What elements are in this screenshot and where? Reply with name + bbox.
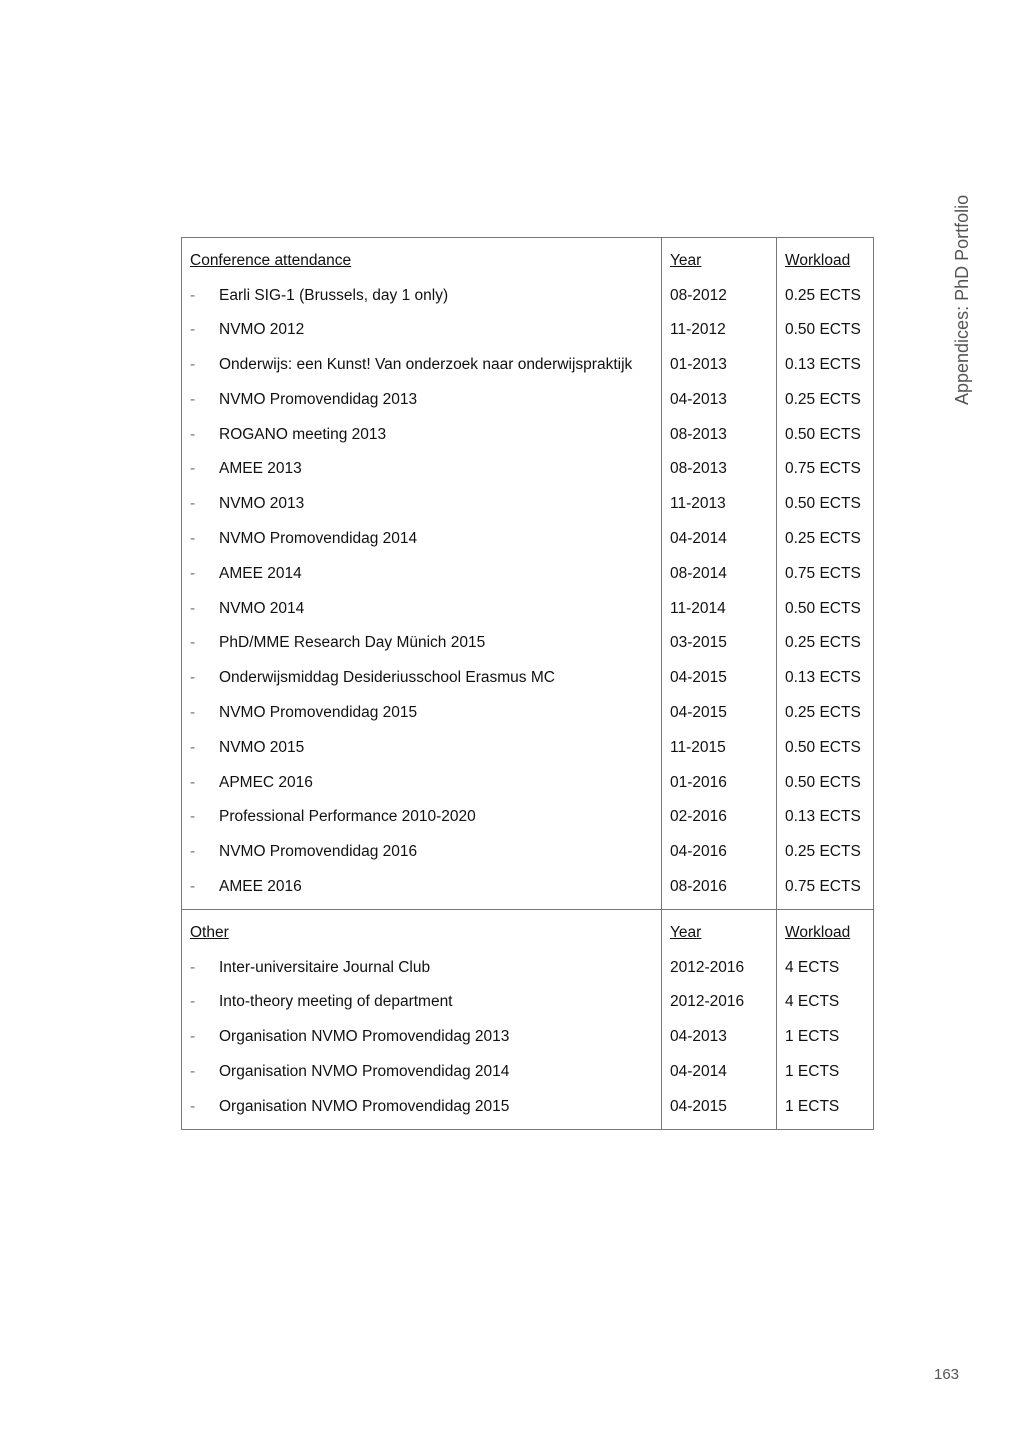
workload-cell: 4 ECTS [777,950,874,985]
activity-cell [182,1089,662,1130]
bullet-dash: - [190,878,196,896]
year-header-text: Year [670,251,702,269]
activity-name: Onderwijsmiddag Desideriusschool Erasmus MC [219,669,555,687]
year-cell: 11-2014 [662,591,777,626]
year-cell: 04-2014 [662,521,777,556]
table-row [182,417,874,452]
bullet-dash: - [190,773,196,791]
section-title-text: Conference attendance [190,251,352,269]
workload-cell: 0.13 ECTS [777,347,874,382]
activity-cell [182,625,662,660]
workload-cell: 0.50 ECTS [777,765,874,800]
table-row [182,695,874,730]
table-row [182,1089,874,1130]
activity-name: NVMO 2015 [219,738,305,756]
activity-cell [182,278,662,313]
activity-cell [182,556,662,591]
bullet-dash: - [190,704,196,722]
workload-cell: 0.25 ECTS [777,278,874,313]
workload-cell: 0.25 ECTS [777,382,874,417]
workload-cell: 0.25 ECTS [777,695,874,730]
running-header: Appendices: PhD Portfolio [952,194,972,405]
year-cell: 01-2013 [662,347,777,382]
bullet-dash: - [190,1097,196,1115]
activity-name: NVMO Promovendidag 2015 [219,704,418,722]
workload-cell: 4 ECTS [777,984,874,1019]
activity-name: Earli SIG-1 (Brussels, day 1 only) [219,286,449,304]
activity-name: Into-theory meeting of department [219,993,453,1011]
workload-cell: 0.25 ECTS [777,625,874,660]
activity-cell [182,591,662,626]
activity-cell [182,695,662,730]
activity-name: Organisation NVMO Promovendidag 2013 [219,1028,510,1046]
year-cell: 04-2013 [662,382,777,417]
activity-name: AMEE 2013 [219,460,302,478]
year-header-text: Year [670,923,702,941]
table-row [182,1054,874,1089]
table-row [182,625,874,660]
activity-cell [182,799,662,834]
workload-cell: 0.25 ECTS [777,521,874,556]
workload-cell: 0.13 ECTS [777,799,874,834]
table-row [182,312,874,347]
activity-cell [182,950,662,985]
table-row [182,1019,874,1054]
year-cell: 04-2015 [662,695,777,730]
year-cell: 08-2014 [662,556,777,591]
year-cell: 03-2015 [662,625,777,660]
year-cell: 11-2012 [662,312,777,347]
table-row [182,834,874,869]
year-cell: 2012-2016 [662,984,777,1019]
bullet-dash: - [190,1062,196,1080]
table-row [182,730,874,765]
table-row [182,591,874,626]
year-cell: 11-2015 [662,730,777,765]
section-header-row [182,910,874,950]
portfolio-table [181,237,874,1130]
table-row [182,486,874,521]
activity-name: AMEE 2014 [219,564,302,582]
table-row [182,869,874,910]
activity-name: Professional Performance 2010-2020 [219,808,476,826]
activity-cell [182,486,662,521]
table-row [182,950,874,985]
workload-header [777,910,874,950]
year-cell: 04-2014 [662,1054,777,1089]
bullet-dash: - [190,599,196,617]
year-cell: 2012-2016 [662,950,777,985]
activity-cell [182,347,662,382]
bullet-dash: - [190,530,196,548]
year-cell: 08-2013 [662,417,777,452]
activity-name: NVMO 2014 [219,599,305,617]
activity-cell [182,730,662,765]
year-cell: 08-2016 [662,869,777,910]
workload-cell: 0.50 ECTS [777,417,874,452]
activity-cell [182,834,662,869]
activity-cell [182,451,662,486]
activity-name: Organisation NVMO Promovendidag 2014 [219,1062,510,1080]
table-row [182,556,874,591]
workload-cell: 0.13 ECTS [777,660,874,695]
activity-cell [182,1019,662,1054]
year-cell: 04-2015 [662,1089,777,1130]
activity-name: Inter-universitaire Journal Club [219,958,431,976]
year-cell: 04-2013 [662,1019,777,1054]
year-cell: 08-2012 [662,278,777,313]
workload-cell: 1 ECTS [777,1054,874,1089]
workload-cell: 0.50 ECTS [777,730,874,765]
year-cell: 04-2016 [662,834,777,869]
year-cell: 04-2015 [662,660,777,695]
bullet-dash: - [190,460,196,478]
table-row [182,765,874,800]
table-row [182,984,874,1019]
year-cell: 08-2013 [662,451,777,486]
activity-cell [182,521,662,556]
year-header [662,910,777,950]
activity-name: NVMO Promovendidag 2016 [219,843,418,861]
section-title-text: Other [190,923,229,941]
bullet-dash: - [190,669,196,687]
section-title [182,910,662,950]
page-number: 163 [934,1366,960,1383]
activity-name: AMEE 2016 [219,878,302,896]
activity-cell [182,417,662,452]
activity-name: ROGANO meeting 2013 [219,425,387,443]
workload-cell: 0.50 ECTS [777,312,874,347]
table-row [182,347,874,382]
activity-name: NVMO 2012 [219,321,305,339]
activity-cell [182,312,662,347]
bullet-dash: - [190,390,196,408]
bullet-dash: - [190,808,196,826]
bullet-dash: - [190,958,196,976]
section-header-row [182,238,874,278]
activity-cell [182,660,662,695]
year-header [662,238,777,278]
activity-name: NVMO Promovendidag 2014 [219,530,418,548]
activity-cell [182,765,662,800]
workload-cell: 0.25 ECTS [777,834,874,869]
workload-header-text: Workload [785,251,851,269]
bullet-dash: - [190,634,196,652]
bullet-dash: - [190,738,196,756]
activity-name: NVMO Promovendidag 2013 [219,390,418,408]
workload-header-text: Workload [785,923,851,941]
activity-name: Organisation NVMO Promovendidag 2015 [219,1097,510,1115]
bullet-dash: - [190,993,196,1011]
workload-header [777,238,874,278]
activity-name: APMEC 2016 [219,773,313,791]
activity-name: Onderwijs: een Kunst! Van onderzoek naar onderwijspraktijk [219,356,633,374]
activity-cell [182,1054,662,1089]
workload-cell: 1 ECTS [777,1089,874,1130]
activity-name: PhD/MME Research Day Münich 2015 [219,634,486,652]
table-row [182,799,874,834]
bullet-dash: - [190,425,196,443]
table-row [182,660,874,695]
workload-cell: 0.50 ECTS [777,591,874,626]
bullet-dash: - [190,356,196,374]
bullet-dash: - [190,1028,196,1046]
year-cell: 11-2013 [662,486,777,521]
table-row [182,451,874,486]
table-row [182,278,874,313]
workload-cell: 0.75 ECTS [777,869,874,910]
section-title [182,238,662,278]
workload-cell: 0.50 ECTS [777,486,874,521]
activity-name: NVMO 2013 [219,495,305,513]
activity-cell [182,984,662,1019]
year-cell: 02-2016 [662,799,777,834]
bullet-dash: - [190,564,196,582]
workload-cell: 0.75 ECTS [777,556,874,591]
bullet-dash: - [190,286,196,304]
bullet-dash: - [190,843,196,861]
bullet-dash: - [190,495,196,513]
activity-cell [182,382,662,417]
table-row [182,382,874,417]
workload-cell: 1 ECTS [777,1019,874,1054]
year-cell: 01-2016 [662,765,777,800]
table-row [182,521,874,556]
workload-cell: 0.75 ECTS [777,451,874,486]
bullet-dash: - [190,321,196,339]
activity-cell [182,869,662,910]
